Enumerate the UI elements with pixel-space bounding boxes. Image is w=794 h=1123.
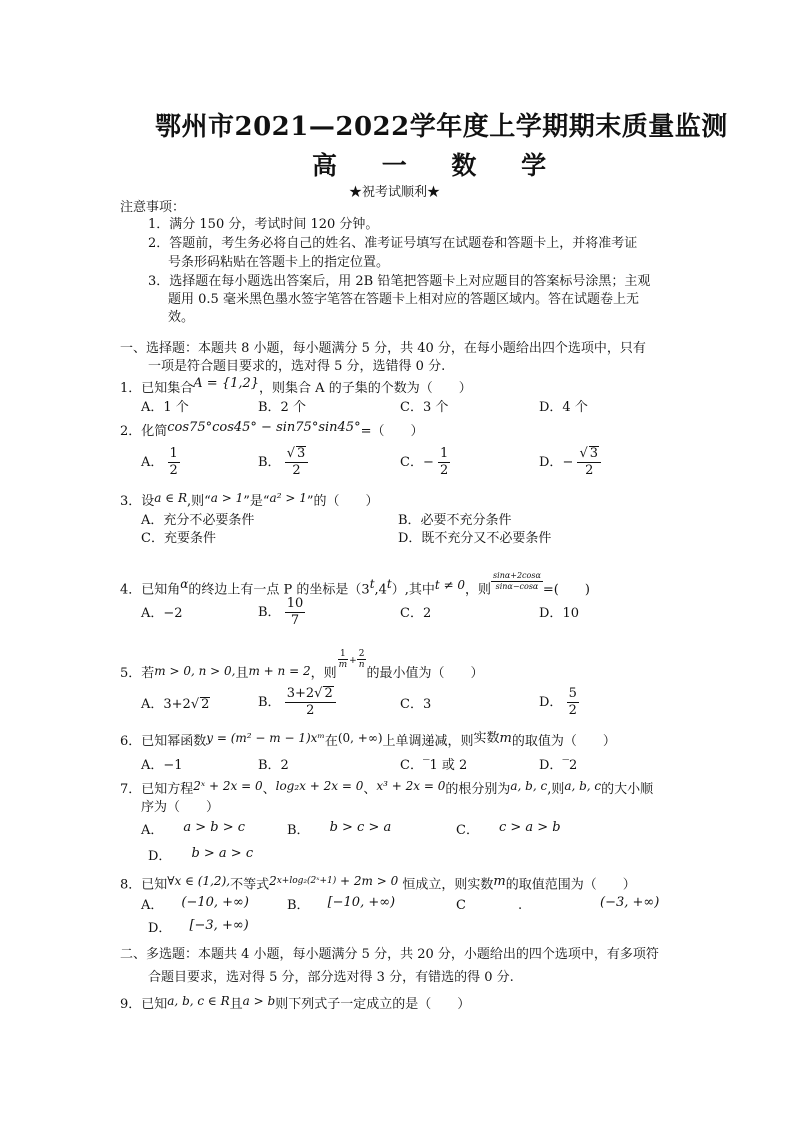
q9-math1: a, b, c ∈ R: [167, 994, 230, 1008]
q8-label-b: B．: [287, 898, 310, 913]
q7-eq3: x³ + 2x = 0: [376, 779, 446, 793]
q4-cond: t ≠ 0: [434, 578, 466, 593]
q5-f1-num: 1: [340, 649, 346, 659]
q5-frac2: [357, 649, 367, 670]
q8-label-a: A．: [141, 898, 164, 913]
q8-c-value: (−3, +∞): [600, 895, 660, 910]
q4-label-d: D．: [539, 606, 563, 621]
q3-math3: a² > 1: [269, 491, 307, 505]
exam-title: 鄂州市2021—2022学年度上学期期末质量监测: [155, 112, 728, 142]
q9-post: 则下列式子一定成立的是（ ）: [275, 997, 471, 1012]
q3-option-b: B．必要不充分条件: [398, 513, 512, 528]
q4-option-b: [258, 596, 305, 629]
q2-a-den: 2: [169, 463, 178, 478]
subject-title: 高 一 数 学: [312, 151, 565, 180]
q2-b-radicand: 3: [297, 446, 306, 461]
q3-pre: 3．设: [120, 494, 155, 509]
q7-vars: a, b, c: [510, 779, 548, 793]
q7-b-value: b > c > a: [329, 820, 392, 835]
note-1: 1．满分 150 分，考试时间 120 分钟。: [148, 217, 379, 232]
q2-c-num: 1: [440, 446, 449, 461]
blessing: ★祝考试顺利★: [349, 185, 441, 200]
q1-option-b: B．2 个: [258, 400, 306, 415]
q6-option-d: [539, 757, 577, 774]
note-3: 3．选择题在每小题选出答案后，用 2B 铅笔把答题卡上对应题目的答案标号涂黑；主观: [148, 274, 651, 289]
q7-pre: 7．已知方程: [120, 782, 194, 797]
q5-d-den: 2: [568, 703, 577, 718]
q5-label-a: A．: [141, 697, 164, 712]
q5-label-c: C．: [400, 697, 423, 712]
q2-label-c: C．: [400, 455, 423, 470]
question-5: [120, 649, 484, 684]
q5-a-radicand: 2: [201, 697, 210, 712]
note-3-end: 效。: [168, 310, 195, 325]
q7-vars2: a, b, c: [564, 779, 602, 793]
q5-f1-den: m: [338, 660, 348, 670]
q9-and: 且: [229, 997, 243, 1012]
q4-b-fraction: [285, 596, 306, 629]
q3-option-c: C．充要条件: [141, 531, 216, 546]
q8-ineq-rest: + 2m > 0: [336, 874, 399, 889]
q7-eq1: 2ˣ + 2x = 0: [193, 779, 263, 793]
q8-option-c: [456, 897, 522, 914]
question-3: [120, 493, 379, 510]
q8-ineq-exp: x+log₂(2ˣ+1): [276, 876, 337, 886]
q5-option-a: A．3+2√ 2: [141, 697, 210, 712]
q2-label-d: D．: [539, 455, 563, 470]
q3-math1: a ∈ R: [154, 491, 187, 505]
q2-d-sign: −: [562, 455, 574, 470]
q5-mid: ，则: [310, 666, 337, 681]
question-8: [120, 873, 636, 893]
q4-option-a: [141, 605, 183, 622]
q7-sep1: 、: [262, 782, 276, 797]
q7-label-c: C．: [456, 823, 479, 838]
q4-label-c: C．: [400, 606, 423, 621]
q7-a-value: a > b > c: [183, 820, 246, 835]
q4-mid1: 的终边上有一点 P 的坐标是（3: [188, 582, 370, 598]
q5-f2-den: n: [358, 660, 365, 670]
q5-pre: 5．若: [120, 666, 155, 681]
q8-mid2: 恒成立，则实数: [398, 877, 494, 893]
q7-option-d: [148, 848, 253, 865]
q8-forall: ∀x ∈ (1,2),: [167, 874, 231, 889]
q6-label-d: D．: [539, 758, 563, 773]
q4-frac-den: sinα−cosα: [495, 582, 539, 592]
q6-in: 在: [324, 734, 338, 749]
q2-c-den: 2: [440, 463, 449, 478]
q8-c-dot: .: [517, 898, 523, 913]
q4-b-den: 7: [290, 613, 300, 628]
q1-option-c: C．3 个: [400, 400, 449, 415]
q5-b-fraction: [285, 686, 336, 719]
q8-option-d: [148, 920, 249, 937]
q2-label-a: A．: [141, 455, 164, 470]
q7-option-c: [456, 822, 561, 839]
q7-eq2: log₂x + 2x = 0: [275, 779, 364, 793]
q2-d-num: √ 3: [577, 446, 601, 463]
q2-c-sign: −: [422, 455, 434, 470]
q2-pre: 2．化简: [120, 424, 168, 439]
q6-mid: 上单调递减，则: [382, 734, 474, 749]
q4-comma: ,4: [374, 582, 387, 598]
q8-ineq-base: 2: [269, 874, 277, 889]
q5-frac1: [337, 649, 350, 670]
q8-d-value: [−3, +∞): [189, 918, 249, 933]
q2-b-den: 2: [292, 463, 301, 478]
q6-option-b: B．2: [258, 758, 289, 773]
q7-option-a: [141, 822, 245, 839]
q1-pre: 1．已知集合: [120, 381, 194, 396]
q2-option-d: [539, 446, 601, 479]
section2-line1: 二、多选题：本题共 4 小题，每小题满分 5 分，共 20 分，小题给出的四个选项中，有多项符: [120, 947, 659, 962]
q4-mid2: ）,其中: [391, 582, 435, 598]
q8-pre: 8．已知: [120, 877, 168, 893]
q5-d-num: 5: [568, 686, 577, 701]
q1-option-a: A．1 个: [141, 400, 189, 415]
q5-sum: m + n = 2: [248, 664, 311, 678]
q5-label-b: B．: [258, 695, 281, 710]
q6-real: 实数: [473, 731, 500, 746]
q2-option-a: [141, 446, 180, 479]
q2-option-b: [258, 446, 308, 479]
q1-post: ，则集合 A 的子集的个数为（ ）: [259, 381, 472, 396]
q4-b-num: 10: [286, 596, 304, 611]
q5-d-fraction: [567, 686, 579, 719]
q2-c-fraction: [438, 446, 450, 479]
q8-option-a: [141, 897, 249, 914]
question-2: [120, 420, 424, 440]
q4-option-d: [539, 605, 579, 622]
question-9: [120, 996, 470, 1013]
q7-option-b: [287, 822, 391, 839]
q3-option-a: A．充分不必要条件: [141, 513, 255, 528]
q3-mid1: ,则“: [186, 494, 211, 509]
q3-math2: a > 1: [210, 491, 244, 505]
q4-fraction: [491, 571, 543, 592]
q2-d-den: 2: [585, 463, 594, 478]
notes-heading: 注意事项：: [120, 200, 186, 215]
q1-math: A = {1,2}: [193, 376, 260, 391]
q9-pre: 9．已知: [120, 997, 168, 1012]
q7-label-d: D．: [148, 849, 172, 864]
q5-label-d: D．: [539, 695, 563, 710]
q3-mid2: ”是“: [243, 494, 270, 509]
q5-plus: +: [349, 656, 357, 666]
q4-label-b: B．: [258, 605, 281, 620]
section1-line1: 一、选择题：本题共 8 小题，每小题满分 5 分，共 40 分，在每小题给出四个选项中，只有: [120, 341, 646, 356]
q8-post: 的取值范围为（ ）: [505, 877, 636, 893]
q3-option-d: D．既不充分又不必要条件: [398, 531, 552, 546]
q3-post: ”的（ ）: [306, 494, 379, 509]
q4-mid3: ，则: [465, 582, 492, 598]
q8-label-d: D．: [148, 921, 172, 936]
q6-m: m: [499, 731, 512, 746]
q6-d-value: ‾2: [562, 758, 578, 773]
question-6: [120, 733, 616, 750]
q1-option-d: D．4 个: [539, 400, 588, 415]
question-7: [120, 781, 653, 798]
q4-t2: t: [386, 577, 392, 591]
q7-label-a: A．: [141, 823, 164, 838]
q4-d-value: 10: [562, 606, 579, 621]
note-2: 2．答题前，考生务必将自己的姓名、准考证号填写在试题卷和答题卡上，并将准考证: [148, 236, 638, 251]
q9-math2: a > b: [242, 994, 276, 1008]
q8-mid: 不等式: [230, 877, 270, 893]
q6-option-a: A．−1: [141, 758, 183, 773]
q8-m: m: [493, 874, 506, 890]
q2-a-num: 1: [169, 446, 178, 461]
q2-option-c: [400, 446, 450, 479]
q7-mid: 的根分别为: [445, 782, 511, 797]
q2-label-b: B．: [258, 455, 281, 470]
q8-option-b: [287, 897, 395, 914]
question-1: [120, 376, 472, 397]
q5-b-den: 2: [306, 703, 315, 718]
q2-b-fraction: [285, 446, 309, 479]
note-3-cont: 题用 0.5 毫米黑色墨水签字笔答在答题卡上相对应的答题区域内。答在试题卷上无: [168, 292, 639, 307]
q7-mid2: ,则: [547, 782, 565, 797]
q2-d-radicand: 3: [589, 446, 599, 461]
q6-math: y = (m² − m − 1)xᵐ: [206, 731, 325, 745]
q5-cond: m > 0, n > 0,: [154, 664, 236, 678]
q2-b-num: √ 3: [285, 446, 309, 463]
q4-post: =( ): [542, 582, 590, 598]
q7-d-value: b > a > c: [191, 846, 254, 861]
q5-a-pre: 3+2: [163, 697, 191, 712]
q2-math: cos75°cos45° − sin75°sin45°: [167, 420, 361, 435]
q7-sep2: 、: [363, 782, 377, 797]
q6-c-value: ‾1 或 2: [422, 758, 468, 773]
q8-b-value: [−10, +∞): [327, 895, 396, 910]
q8-label-c: C: [456, 898, 466, 913]
q6-label-c: C．: [400, 758, 423, 773]
question-4: [120, 571, 590, 600]
q6-interval: (0, +∞): [337, 731, 383, 745]
q5-option-c: [400, 696, 431, 713]
q2-post: =（ ）: [360, 424, 424, 439]
q7-label-b: B．: [287, 823, 310, 838]
q6-option-c: [400, 757, 467, 774]
q4-c-value: 2: [422, 606, 432, 621]
q5-b-num-pre: 3+2: [286, 686, 315, 701]
q7-c-value: c > a > b: [498, 820, 561, 835]
q6-pre: 6．已知幂函数: [120, 734, 207, 749]
q4-alpha: α: [180, 577, 189, 592]
q4-frac-num: sinα+2cosα: [493, 571, 541, 581]
q2-d-fraction: [577, 446, 601, 479]
q5-f2-num: 2: [358, 649, 365, 659]
q5-option-b: [258, 686, 336, 719]
q8-a-value: (−10, +∞): [181, 895, 249, 910]
section1-line2: 一项是符合题目要求的，选对得 5 分，选错得 0 分.: [148, 359, 446, 374]
q4-label-a: A．: [141, 606, 164, 621]
q4-pre: 4．已知角: [120, 582, 181, 598]
q6-post: 的取值为（ ）: [511, 734, 616, 749]
q4-option-c: [400, 605, 431, 622]
q4-t1: t: [369, 577, 375, 591]
q5-b-num: 3+2√ 2: [285, 686, 336, 703]
q5-b-radicand: 2: [324, 686, 333, 701]
q5-option-d: [539, 686, 579, 719]
q4-a-value: −2: [163, 606, 183, 621]
note-2-cont: 号条形码粘贴在答题卡上的指定位置。: [168, 255, 390, 270]
q7-line2: 序为（ ）: [141, 800, 220, 815]
q5-and: 且: [235, 666, 249, 681]
q7-post: 的大小顺: [601, 782, 654, 797]
q5-post: 的最小值为（ ）: [366, 666, 484, 681]
q2-a-fraction: [168, 446, 180, 479]
q5-c-value: 3: [422, 697, 432, 712]
section2-line2: 合题目要求，选对得 5 分，部分选对得 3 分，有错选的得 0 分.: [148, 970, 514, 985]
